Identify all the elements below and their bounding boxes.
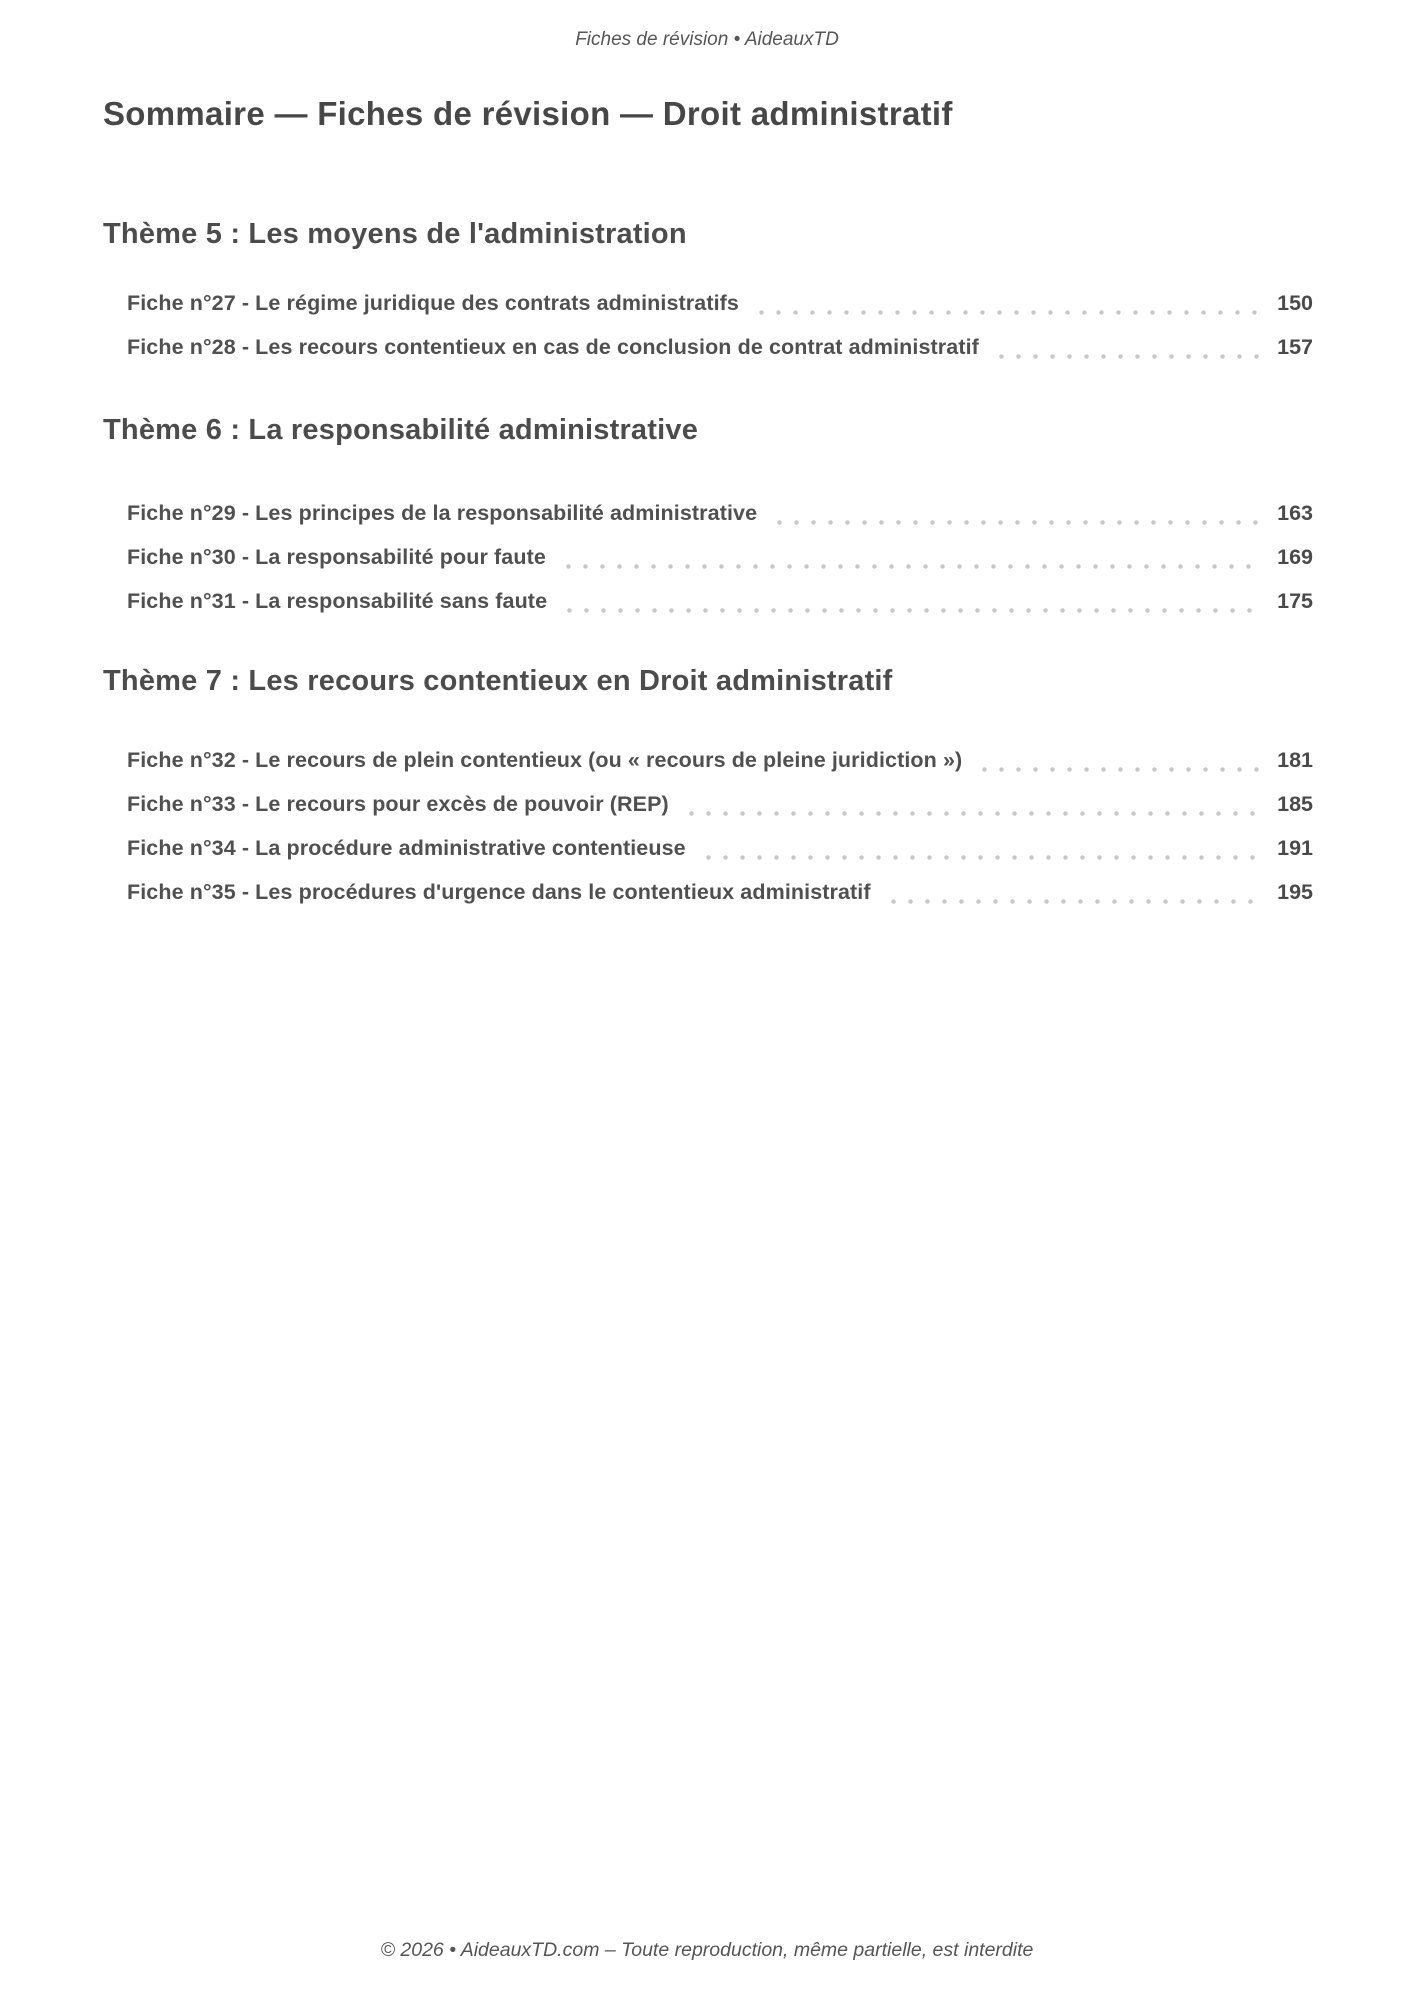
entry-label: Fiche n°33 - Le recours pour excès de pouvoir (REP) (127, 791, 669, 816)
page-number: 163 (1277, 500, 1313, 525)
theme-6-heading: Thème 6 : La responsabilité administrative (103, 414, 699, 446)
section-theme-5 (103, 214, 1313, 369)
page-number: 150 (1277, 290, 1313, 315)
running-header: Fiches de révision • AideauxTD (575, 29, 839, 50)
section-theme-6 (103, 410, 1313, 623)
toc-entry-fiche-35[interactable] (127, 870, 1313, 914)
page-number: 169 (1277, 544, 1313, 569)
entry-label: Fiche n°32 - Le recours de plein contentieux (ou « recours de pleine juridiction ») (127, 747, 963, 772)
entry-label: Fiche n°30 - La responsabilité pour faute (127, 544, 546, 569)
section-theme-7 (103, 661, 1313, 914)
entry-label: Fiche n°35 - Les procédures d'urgence dans le contentieux administratif (127, 879, 871, 904)
dot-leader (700, 826, 1263, 870)
dot-leader (993, 325, 1263, 369)
entry-label: Fiche n°34 - La procédure administrative contentieuse (127, 835, 686, 860)
toc-entry-fiche-30[interactable] (127, 535, 1313, 579)
page-number: 185 (1277, 791, 1313, 816)
theme-7-entries (127, 738, 1313, 914)
toc-entry-fiche-32[interactable] (127, 738, 1313, 782)
dot-leader (560, 535, 1263, 579)
toc-entry-fiche-28[interactable] (127, 325, 1313, 369)
theme-5-entries (127, 281, 1313, 369)
toc-entry-fiche-27[interactable] (127, 281, 1313, 325)
entry-label: Fiche n°28 - Les recours contentieux en cas de conclusion de contrat administratif (127, 334, 979, 359)
dot-leader (561, 579, 1263, 623)
dot-leader (753, 281, 1263, 325)
page-number: 195 (1277, 879, 1313, 904)
dot-leader (771, 491, 1263, 535)
theme-5-heading: Thème 5 : Les moyens de l'administration (103, 218, 687, 250)
entry-label: Fiche n°31 - La responsabilité sans faute (127, 588, 548, 613)
copyright-footer: © 2026 • AideauxTD.com – Toute reproduction, même partielle, est interdite (380, 1939, 1034, 1961)
entry-label: Fiche n°27 - Le régime juridique des contrats administratifs (127, 290, 739, 315)
theme-7-heading: Thème 7 : Les recours contentieux en Droit administratif (103, 665, 893, 697)
toc-entry-fiche-33[interactable] (127, 782, 1313, 826)
toc-entry-fiche-29[interactable] (127, 491, 1313, 535)
page-title: Sommaire — Fiches de révision — Droit administratif (103, 95, 953, 132)
toc-entry-fiche-31[interactable] (127, 579, 1313, 623)
dot-leader (976, 738, 1263, 782)
page-number: 157 (1277, 334, 1313, 359)
page-number: 181 (1277, 747, 1313, 772)
page-number: 175 (1277, 588, 1313, 613)
entry-label: Fiche n°29 - Les principes de la responsabilité administrative (127, 500, 758, 525)
theme-6-entries (127, 491, 1313, 623)
toc-entry-fiche-34[interactable] (127, 826, 1313, 870)
dot-leader (683, 782, 1263, 826)
page-number: 191 (1277, 835, 1313, 860)
dot-leader (885, 870, 1263, 914)
toc-content (0, 94, 1414, 914)
